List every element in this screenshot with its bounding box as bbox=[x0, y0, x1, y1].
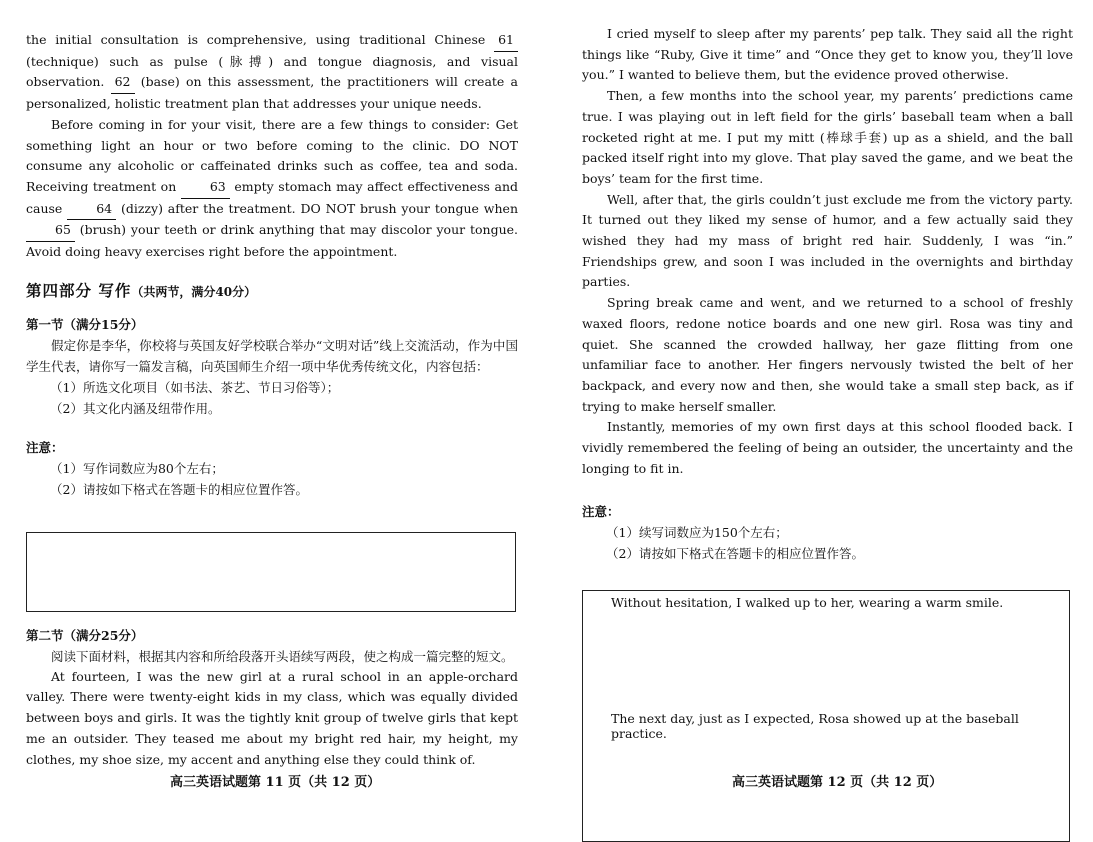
story-paragraph-4: Well, after that, the girls couldn’t just exclude me from the victory party. It turned out they liked my sense of humor, and a few actually said they wished they had my mass of bright red hair. Suddenly, I was “in.” Friendships grew, and soon I was included in the overnights and birthday parties. bbox=[582, 191, 1073, 290]
continuation-prompt-2: The next day, just as I expected, Rosa showed up at the baseball practice. bbox=[611, 711, 1019, 742]
section1-note-1: （1）写作词数应为80个左右； bbox=[50, 460, 224, 476]
answer-blank-63: 63 bbox=[181, 177, 230, 199]
answer-blank-61: 61 bbox=[494, 30, 518, 52]
story-paragraph-1: At fourteen, I was the new girl at a rural school in an apple-orchard valley. There were twenty-eight kids in my class, which was equally divided between boys and girls. It was the tightly knit group of twelve girls that kept me an outsider. They teased me about my bright red hair, my height, my clothes, my shoe size, my accent and anything else they could think of. bbox=[26, 668, 518, 767]
section2-note-1: （1）续写词数应为150个左右； bbox=[606, 525, 788, 541]
section1-item-2: （2）其文化内涵及纽带作用。 bbox=[50, 400, 221, 416]
section1-item-1: （1）所选文化项目（如书法、茶艺、节日习俗等）； bbox=[50, 379, 340, 395]
answer-blank-64: 64 bbox=[67, 199, 116, 221]
passage-paragraph-1: the initial consultation is comprehensive, using traditional Chinese 61 (technique) such as pulse (脉搏) and tongue diagnosis, and visual observation. 62 (base) on this assessment, the practitioners will create a personalized, holistic treatment plan that addresses your unique needs. bbox=[26, 32, 518, 112]
section1-answer-box bbox=[26, 532, 516, 612]
answer-blank-62: 62 bbox=[111, 72, 135, 94]
continuation-prompt-1: Without hesitation, I walked up to her, wearing a warm smile. bbox=[611, 595, 1004, 611]
left-page bbox=[0, 0, 546, 800]
section1-title: 第一节（满分15分） bbox=[26, 316, 144, 332]
section2-task: 阅读下面材料，根据其内容和所给段落开头语续写两段，使之构成一篇完整的短文。 bbox=[51, 648, 514, 664]
part4-heading bbox=[26, 279, 518, 301]
story-paragraph-3: Then, a few months into the school year, my parents’ predictions came true. I was playing out in left field for the girls’ baseball team when a ball rocketed right at me. I put my mitt (棒球手套) up as a shield, and the ball packed itself right into my glove. That play saved the game, and we beat the boys’ team for the first time. bbox=[582, 88, 1073, 186]
story-paragraph-2: I cried myself to sleep after my parents’ pep talk. They said all the right things like “Ruby, Give it time” and “Once they get to know you, they’ll love you.” I wanted to believe them, but the evidence proved otherwise. bbox=[582, 26, 1073, 83]
passage-paragraph-2: Before coming in for your visit, there are a few things to consider: Get something light an hour or two before coming to the clinic. DO NOT consume any alcoholic or caffeinated drinks such as coffee, tea and soda. Receiving treatment on 63 empty stomach may affect effectiveness and cause 64 (dizzy) after the treatment. DO NOT brush your tongue when 65 (brush) your teeth or drink anything that may discolor your tongue. Avoid doing heavy exercises right before the appointment. bbox=[26, 116, 519, 260]
section2-note-2: （2）请按如下格式在答题卡的相应位置作答。 bbox=[606, 546, 864, 562]
section2-title: 第二节（满分25分） bbox=[26, 627, 144, 643]
part4-title: 第四部分 写作 bbox=[26, 280, 132, 300]
right-page bbox=[546, 0, 1093, 800]
page-footer-11: 高三英语试题第 11 页（共 12 页） bbox=[170, 775, 381, 790]
story-paragraph-5: Spring break came and went, and we returned to a school of freshly waxed floors, redone notice boards and one new girl. Rosa was tiny and quiet. She scanned the crowded hallway, her gaze flitting from one unfamiliar face to another. Her fingers nervously twisted the belt of her backpack, and every now and then, she would take a small step back, as if trying to make herself smaller. bbox=[582, 295, 1073, 414]
notice-label: 注意： bbox=[26, 439, 64, 455]
continuation-answer-box bbox=[582, 590, 1070, 842]
section1-task: 假定你是李华，你校将与英国友好学校联合举办“文明对话”线上交流活动，作为中国学生代表，请你写一篇发言稿，向英国师生介绍一项中华优秀传统文化，内容包括： bbox=[26, 337, 518, 374]
part4-subtitle: （共两节，满分40分） bbox=[131, 284, 257, 299]
notice-label-right: 注意： bbox=[582, 504, 620, 520]
answer-blank-65: 65 bbox=[26, 220, 75, 242]
section1-note-2: （2）请按如下格式在答题卡的相应位置作答。 bbox=[50, 481, 308, 497]
story-paragraph-6: Instantly, memories of my own first days at this school flooded back. I vividly remembered the feeling of being an outsider, the uncertainty and the longing to fit in. bbox=[582, 419, 1073, 476]
page-footer-12: 高三英语试题第 12 页（共 12 页） bbox=[732, 775, 943, 790]
